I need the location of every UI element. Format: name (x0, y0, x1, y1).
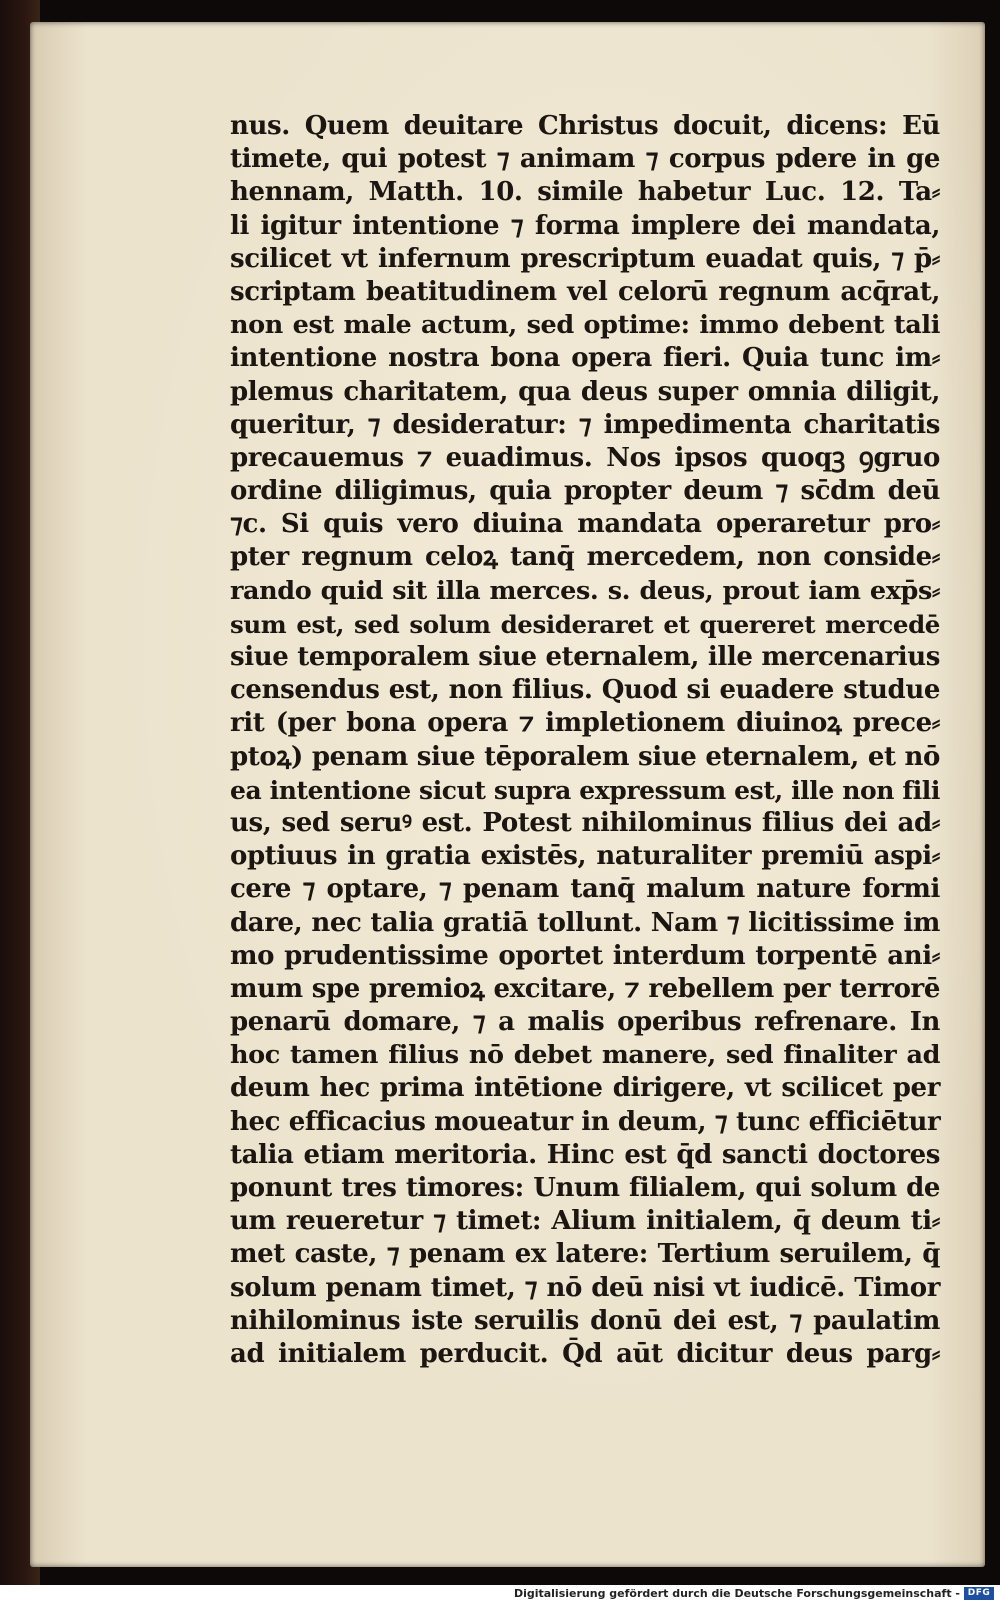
text-line: solum penam timet, ⁊ nō deū nisi vt iudicē. Timor (230, 1272, 940, 1303)
text-line: cere ⁊ optare, ⁊ penam tanq̄ malum nature formi (230, 874, 940, 905)
text-line: hec efficacius moueatur in deum, ⁊ tunc efficiētur (230, 1106, 941, 1137)
text-line: timete, qui potest ⁊ animam ⁊ corpus pdere in ge (230, 144, 940, 175)
text-line: rando quid sit illa merces. s. deus, prout iam exp̄s⸗ (230, 575, 940, 606)
dfg-logo: DFG (964, 1587, 994, 1600)
text-line: penarū domare, ⁊ a malis operibus refrenare. In (230, 1007, 940, 1038)
text-line: rit (per bona opera ⁊ impletionem diuinoꝝ prece⸗ (230, 708, 940, 739)
text-line: ⁊c. Si quis vero diuina mandata operaretur pro⸗ (230, 509, 940, 540)
text-line: hoc tamen filius nō debet manere, sed finaliter ad (230, 1040, 940, 1071)
text-line: ponunt tres timores: Unum filialem, qui solum de (230, 1173, 940, 1203)
text-line: precauemus ⁊ euadimus. Nos ipsos quoqꝫ ꝯgruo (230, 442, 940, 473)
footer-credit: Digitalisierung gefördert durch die Deutsche Forschungsgemeinschaft - (513, 1587, 960, 1600)
text-line: ea intentione sicut supra expressum est, ille non fili (230, 775, 940, 805)
text-line: nihilominus iste seruilis donū dei est, ⁊ paulatim (230, 1305, 940, 1336)
text-line: talia etiam meritoria. Hinc est q̄d sancti doctores (230, 1139, 940, 1170)
text-line: ptoꝝ) penam siue tēporalem siue eternalem, et nō (230, 741, 940, 772)
text-line: pter regnum celoꝝ tanq̄ mercedem, non conside⸗ (230, 542, 940, 573)
text-line: dare, nec talia gratiā tollunt. Nam ⁊ licitissime im (230, 907, 940, 938)
text-line: intentione nostra bona opera fieri. Quia tunc im⸗ (230, 343, 940, 374)
text-line: siue temporalem siue eternalem, ille mercenarius (230, 642, 940, 672)
text-line: ad initialem perducit. Q̄d aūt dicitur deus parg⸗ (230, 1338, 940, 1369)
text-line: deum hec prima intētione dirigere, vt scilicet per (230, 1073, 940, 1104)
text-line: non est male actum, sed optime: immo debent tali (230, 310, 940, 341)
text-block (230, 110, 940, 1371)
text-line: mo prudentissime oportet interdum torpentē ani⸗ (230, 940, 940, 971)
text-line: hennam, Matth. 10. simile habetur Luc. 12. Ta⸗ (230, 177, 940, 208)
text-line: queritur, ⁊ desideratur: ⁊ impedimenta charitatis (230, 409, 940, 440)
text-line: plemus charitatem, qua deus super omnia diligit, (230, 376, 940, 407)
text-line: scilicet vt infernum prescriptum euadat quis, ⁊ p̄⸗ (230, 243, 940, 274)
text-line: scriptam beatitudinem vel celorū regnum acq̄rat, (230, 276, 940, 307)
text-line: li igitur intentione ⁊ forma implere dei mandata, (230, 210, 940, 241)
text-line: um reueretur ⁊ timet: Alium initialem, q̄ deum ti⸗ (230, 1206, 940, 1237)
text-line: ordine diligimus, quia propter deum ⁊ sc̄dm deū (230, 476, 940, 507)
text-line: censendus est, non filius. Quod si euadere studue (230, 675, 940, 706)
footer-bar (0, 1585, 1000, 1601)
text-line: nus. Quem deuitare Christus docuit, dicens: Eū (230, 111, 940, 141)
text-line: met caste, ⁊ penam ex latere: Tertium seruilem, q̄ (230, 1239, 940, 1270)
text-line: optiuus in gratia existēs, naturaliter premiū aspi⸗ (230, 841, 940, 872)
text-line: us, sed seruꝰ est. Potest nihilominus filius dei ad⸗ (230, 807, 940, 838)
text-line: sum est, sed solum desideraret et quereret mercedē (230, 609, 940, 639)
text-line: mum spe premioꝝ excitare, ⁊ rebellem per terrorē (230, 973, 940, 1004)
book-page (30, 22, 985, 1567)
